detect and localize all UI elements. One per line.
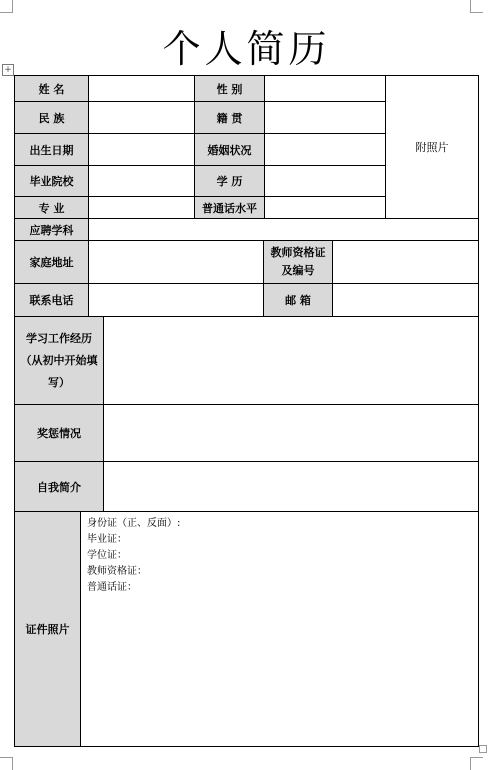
label-teacher-cert: 教师资格证及编号 [263, 240, 333, 284]
field-marital-status[interactable] [264, 133, 386, 166]
table-resize-handle-icon[interactable] [479, 745, 487, 753]
label-graduate-school: 毕业院校 [14, 165, 89, 197]
cert-item-mandarin-cert: 普通话证： [87, 582, 137, 593]
label-email: 邮 箱 [263, 283, 333, 317]
field-education[interactable] [264, 165, 386, 197]
cert-item-id-card: 身份证（正、反面）: [87, 518, 181, 529]
label-experience: 学习工作经历（从初中开始填写） [14, 316, 104, 405]
label-mandarin-level: 普通话水平 [194, 196, 265, 219]
label-awards: 奖惩情况 [14, 404, 104, 462]
field-subject[interactable] [88, 218, 479, 241]
label-name: 姓 名 [14, 75, 89, 102]
label-home-address: 家庭地址 [14, 240, 89, 284]
field-graduate-school[interactable] [88, 165, 195, 197]
field-gender[interactable] [264, 75, 386, 102]
label-birth-date: 出生日期 [14, 133, 89, 166]
field-email[interactable] [332, 283, 479, 317]
label-marital-status: 婚姻状况 [194, 133, 265, 166]
label-gender: 性 别 [194, 75, 265, 102]
crop-mark [470, 0, 483, 13]
field-phone[interactable] [88, 283, 264, 317]
label-ethnicity: 民 族 [14, 101, 89, 134]
field-awards[interactable] [103, 404, 479, 462]
field-experience[interactable] [103, 316, 479, 405]
field-self-intro[interactable] [103, 461, 479, 512]
field-birth-date[interactable] [88, 133, 195, 166]
cert-list [87, 516, 180, 596]
label-hometown: 籍 贯 [194, 101, 265, 134]
field-mandarin-level[interactable] [264, 196, 386, 219]
cert-item-diploma: 毕业证： [87, 534, 127, 545]
label-phone: 联系电话 [14, 283, 89, 317]
field-hometown[interactable] [264, 101, 386, 134]
cert-item-teacher-cert: 教师资格证： [87, 566, 147, 577]
field-name[interactable] [88, 75, 195, 102]
field-home-address[interactable] [88, 240, 264, 284]
crop-mark [0, 757, 13, 770]
photo-cell[interactable]: 附照片 [385, 75, 479, 219]
table-move-handle-icon[interactable]: + [2, 64, 14, 76]
label-self-intro: 自我简介 [14, 461, 104, 512]
field-teacher-cert[interactable] [332, 240, 479, 284]
cert-item-degree: 学位证： [87, 550, 127, 561]
label-subject: 应聘学科 [14, 218, 89, 241]
crop-mark [0, 0, 13, 13]
label-cert-photos: 证件照片 [14, 511, 81, 747]
page-title: 个人简历 [162, 27, 331, 71]
field-major[interactable] [88, 196, 195, 219]
label-major: 专 业 [14, 196, 89, 219]
label-education: 学 历 [194, 165, 265, 197]
field-ethnicity[interactable] [88, 101, 195, 134]
crop-mark [470, 757, 483, 770]
